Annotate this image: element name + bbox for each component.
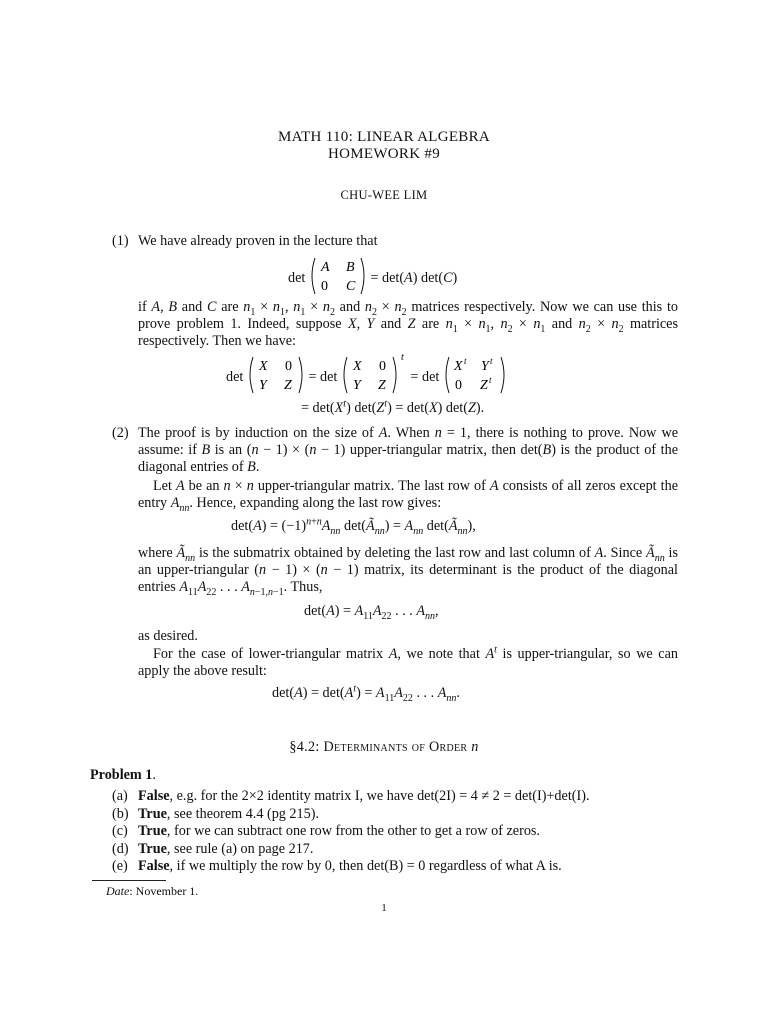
svg-text:Z: Z xyxy=(377,378,386,393)
matrix-ab0c xyxy=(309,257,367,295)
svg-text:t: t xyxy=(400,352,404,363)
problem-1-heading: Problem 1. xyxy=(90,767,156,783)
svg-text:Z: Z xyxy=(283,378,292,393)
problem-1-item-label: (d) xyxy=(112,841,129,857)
item-text: , for we can subtract one row from the other to get a row of zeros. xyxy=(166,823,540,839)
svg-text:B: B xyxy=(345,260,355,275)
equation-2a: det X 0 Y Z = det X 0 Y Z t = det X t Y t 0 Z t xyxy=(226,356,507,399)
item-text: , see rule (a) on page 217. xyxy=(166,841,314,857)
svg-text:t: t xyxy=(489,356,493,366)
verdict-label: True xyxy=(138,806,167,822)
item-text: , if we multiply the row by 0, then det(B) = 0 regardless of what A is. xyxy=(169,858,562,874)
p2-text-4: as desired. xyxy=(138,628,198,644)
equation-2b: = $\det(X^t) \det(Z^t) = \det(X)$ det(Z). xyxy=(301,398,485,416)
problem-1-item xyxy=(138,823,540,840)
svg-text:X: X xyxy=(352,359,362,374)
p2-text-1: The proof is by induction on the size of A. When n = 1, there is nothing to prove. Now we assume: if B is an (n − 1) × (n − 1) upper-triangular matrix, then det(B) is the product of the diagonal entries of B. xyxy=(138,425,679,475)
equation-4: $\det(A) = A_{11}A_{22}$ . . . $A_{nn}$, xyxy=(304,603,439,622)
p2-text-2: Let A be an n × n upper-triangular matrix. The last row of A consists of all zeros except the entry $A_{nn}$. Hence, expanding along the last row gives: xyxy=(138,478,678,514)
verdict-label: True xyxy=(138,823,167,839)
footnote-separator xyxy=(92,880,166,881)
problem-1-item xyxy=(138,841,313,858)
author: CHU-WEE LIM xyxy=(340,188,428,202)
svg-text:0: 0 xyxy=(378,359,386,374)
p1-intro: We have already proven in the lecture that xyxy=(138,233,378,249)
problem-1-item-label: (e) xyxy=(112,858,128,874)
verdict-label: False xyxy=(138,858,170,874)
svg-text:0: 0 xyxy=(454,378,462,393)
svg-text:Y: Y xyxy=(480,359,489,374)
title-line-1: MATH 110: LINEAR ALGEBRA xyxy=(277,129,491,145)
svg-text:C: C xyxy=(345,279,356,294)
svg-text:Z: Z xyxy=(479,378,488,393)
equation-5: $\det(A) = \det(A^t) = A_{11}A_{22}$ . . . $A_{nn}$. xyxy=(272,683,460,704)
problem-1-item xyxy=(138,788,590,805)
problem-1-item-label: (b) xyxy=(112,806,129,822)
svg-text:0: 0 xyxy=(284,359,292,374)
item-text: , see theorem 4.4 (pg 215). xyxy=(166,806,319,822)
equation-3: $\det(A) = (-1)^{n+n}A_{nn}$ $\det(Ã_{nn}) = A_{nn}$ $\det(Ã_{nn})$, xyxy=(231,516,476,537)
item-label-1: (1) xyxy=(112,233,129,249)
svg-text:0: 0 xyxy=(320,279,328,294)
problem-1-item-label: (c) xyxy=(112,823,128,839)
svg-text:t: t xyxy=(463,356,467,366)
p1-text: if A, B and C are $n_1 \times n_1$, $n_1 \times n_2$ and $n_2 \times n_2$ matrices respectively. Now we can use this to prove problem 1. Indeed, suppose X, Y and Z are $n_1 \times n_1$, $n_2 \times n_1$ and $n_2 \times n_2$ matrices respectively. Then we have: xyxy=(138,299,679,349)
svg-text:Y: Y xyxy=(258,378,267,393)
p2-text-3: where $Ã_{nn}$ is the submatrix obtained by deleting the last row and last column of A. Since $Ã_{nn}$ is an upper-triangular (n − 1) × (n − 1) matrix, its determinant is the product of the diagonal entries $A_{11}A_{22}$ . . . $A_{n-1,n-1}$. Thus, xyxy=(138,545,678,598)
svg-text:t: t xyxy=(488,375,492,385)
svg-text:Y: Y xyxy=(352,378,361,393)
title-line-2: HOMEWORK #9 xyxy=(327,146,441,162)
date-footnote: Date: November 1. xyxy=(106,884,199,898)
svg-text:X: X xyxy=(453,359,463,374)
problem-1-item-label: (a) xyxy=(112,788,128,804)
problem-1-item xyxy=(138,858,562,875)
svg-text:X: X xyxy=(258,359,268,374)
problem-1-item xyxy=(138,806,319,823)
page-number: 1 xyxy=(381,902,387,914)
equation-1: det A B 0 C = det(A) det(C) xyxy=(288,257,457,300)
item-label-2: (2) xyxy=(112,425,129,441)
svg-text:A: A xyxy=(320,260,330,275)
verdict-label: False xyxy=(138,788,170,804)
item-text: , e.g. for the 2×2 identity matrix I, we have det(2I) = 4 ≠ 2 = det(I)+det(I). xyxy=(169,788,590,804)
verdict-label: True xyxy=(138,841,167,857)
section-heading: §4.2: Determinants of Order n xyxy=(289,739,479,755)
p2-text-5: For the case of lower-triangular matrix A, we note that $A^t$ is upper-triangular, so we can apply the above result: xyxy=(138,644,678,679)
